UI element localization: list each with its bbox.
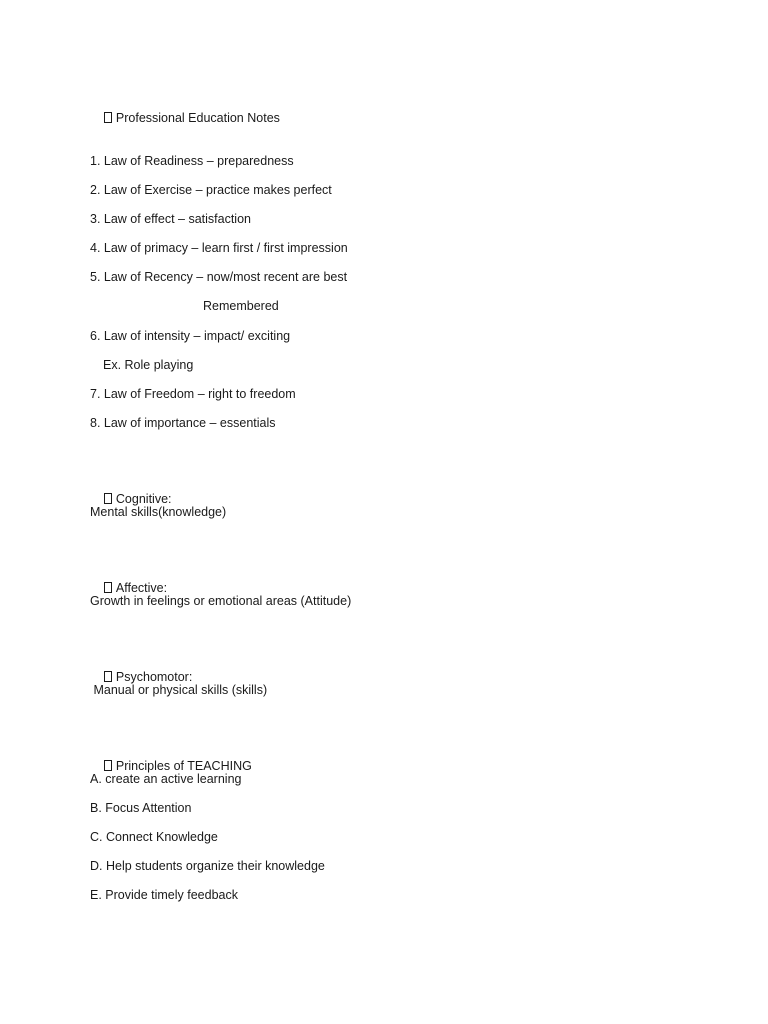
placeholder-box-icon xyxy=(104,760,112,771)
law-5-continuation: Remembered xyxy=(203,299,279,313)
cognitive-heading: Cognitive: xyxy=(115,492,172,506)
affective-heading: Affective: xyxy=(115,581,168,595)
principle-d: D. Help students organize their knowledge xyxy=(90,859,325,873)
placeholder-box-icon xyxy=(104,582,112,593)
title-line xyxy=(90,94,280,142)
psychomotor-heading: Psychomotor: xyxy=(115,670,193,684)
document-title: Professional Education Notes xyxy=(115,111,280,125)
principle-b: B. Focus Attention xyxy=(90,801,192,815)
principle-a: A. create an active learning xyxy=(90,772,242,786)
law-4: 4. Law of primacy – learn first / first impression xyxy=(90,241,348,255)
law-5: 5. Law of Recency – now/most recent are best xyxy=(90,270,348,284)
placeholder-box-icon xyxy=(104,671,112,682)
law-3: 3. Law of effect – satisfaction xyxy=(90,212,251,226)
law-2: 2. Law of Exercise – practice makes perfect xyxy=(90,183,332,197)
placeholder-box-icon xyxy=(104,493,112,504)
principles-heading: Principles of TEACHING xyxy=(115,759,252,773)
principle-c: C. Connect Knowledge xyxy=(90,830,218,844)
placeholder-box-icon xyxy=(104,112,112,123)
law-6: 6. Law of intensity – impact/ exciting xyxy=(90,329,291,343)
law-6-example: Ex. Role playing xyxy=(103,358,194,372)
law-1: 1. Law of Readiness – preparedness xyxy=(90,154,294,168)
affective-text: Growth in feelings or emotional areas (Attitude) xyxy=(90,594,352,608)
cognitive-text: Mental skills(knowledge) xyxy=(90,505,227,519)
psychomotor-text: Manual or physical skills (skills) xyxy=(90,683,268,697)
law-8: 8. Law of importance – essentials xyxy=(90,416,276,430)
principle-e: E. Provide timely feedback xyxy=(90,888,238,902)
law-7: 7. Law of Freedom – right to freedom xyxy=(90,387,296,401)
